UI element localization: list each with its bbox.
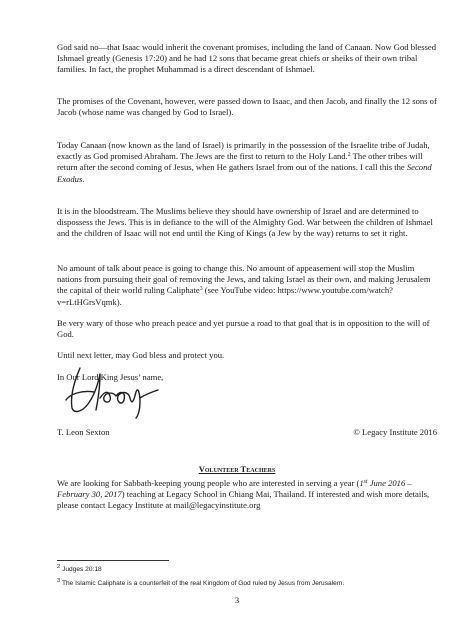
paragraph-canaan-text-c: . — [82, 173, 85, 184]
paragraph-bloodstream-text: It is in the bloodstream. The Muslims believe they should have ownership of Israel and are determined to dispossess the Jews. This is in defiance to the will of the Almighty God. War between the children of Ishmael and the children of Isaac will not end until the King of Kings (a Jew by the way) returns to set it right. — [57, 206, 433, 239]
second-exodus-emphasis: Second Exodus — [57, 162, 432, 184]
footnote-2-number: 2 — [57, 564, 61, 570]
volunteer-date-range: June 2016 – February 30, 2017 — [57, 478, 412, 500]
paragraph-covenant-text: The promises of the Covenant, however, were passed down to Isaac, and then Jacob, and finally the 12 sons of Jacob (whose name was changed by God to Israel). — [57, 96, 437, 118]
paragraph-peace-text-a: No amount of talk about peace is going to change this. No amount of appeasement will stop the Muslim nations from pursuing their goal of removing the Jews, and taking Israel as their own, and making Jerusalem the capital of their world ruling Caliphate — [57, 263, 431, 296]
handwritten-signature — [60, 360, 165, 420]
footnote-3-number: 3 — [57, 578, 61, 584]
paragraph-bloodstream — [57, 206, 437, 240]
footnote-3-text: The Islamic Caliphate is a counterfeit of the real Kingdom of God ruled by Jesus from Jerusalem. — [60, 580, 345, 587]
paragraph-canaan-text-a: Today Canaan (now known as the land of Israel) is primarily in the possession of the Israelite tribe of Judah, exactly as God promised Abraham. The Jews are the first to return to the Holy Land. — [57, 140, 430, 162]
paragraph-closing-text: Until next letter, may God bless and protect you. — [57, 350, 225, 360]
paragraph-peace — [57, 263, 437, 308]
volunteer-heading-text: Volunteer Teachers — [198, 464, 276, 474]
volunteer-paragraph — [57, 478, 437, 512]
copyright-notice: © Legacy Institute 2016 — [353, 427, 437, 437]
paragraph-canaan — [57, 140, 437, 185]
footnote-separator — [57, 560, 169, 561]
paragraph-covenant — [57, 96, 437, 118]
page-number: 3 — [234, 595, 240, 605]
paragraph-wary-text: Be very wary of those who preach peace and yet pursue a road to that goal that is in opposition to the will of God. — [57, 318, 430, 340]
paragraph-ishmael — [57, 42, 437, 76]
paragraph-peace-text-b: (see YouTube video: https://www.youtube.com/watch?v=rLtHGrsVqmk). — [57, 285, 393, 307]
footnote-2-text: Judges 20:18 — [60, 566, 102, 573]
volunteer-text-a: We are looking for Sabbath-keeping young people who are interested in serving a year ( — [57, 478, 360, 488]
volunteer-text-b: ) teaching at Legacy School in Chiang Mai, Thailand. If interested and wish more details, please contact Legacy Institute at mail@legacyinstitute.org — [57, 489, 430, 511]
paragraph-wary — [57, 318, 437, 340]
volunteer-teachers-heading — [0, 464, 474, 474]
signer-name: T. Leon Sexton — [57, 427, 110, 437]
paragraph-salutation-text: In Our Lord King Jesus’ name, — [57, 372, 164, 382]
volunteer-date-suffix: st — [363, 479, 368, 485]
footnote-3 — [57, 580, 344, 588]
volunteer-date-day: 1 — [359, 478, 364, 488]
paragraph-ishmael-text: God said no—that Isaac would inherit the covenant promises, including the land of Canaan. Now God blessed Ishmael greatly (Genesis 17:20) and he had 12 sons that became great chiefs or sheiks of their own tribal families. In fact, the prophet Muhammad is a direct descendant of Ishmael. — [57, 42, 436, 75]
footnote-ref-2[interactable]: 2 — [347, 152, 351, 159]
footnote-2 — [57, 566, 102, 574]
footnote-ref-3[interactable]: 3 — [199, 286, 203, 293]
paragraph-canaan-text-b: The other tribes will return after the second coming of Jesus, when He gathers Israel from out of the nations. I call this the — [57, 151, 423, 173]
